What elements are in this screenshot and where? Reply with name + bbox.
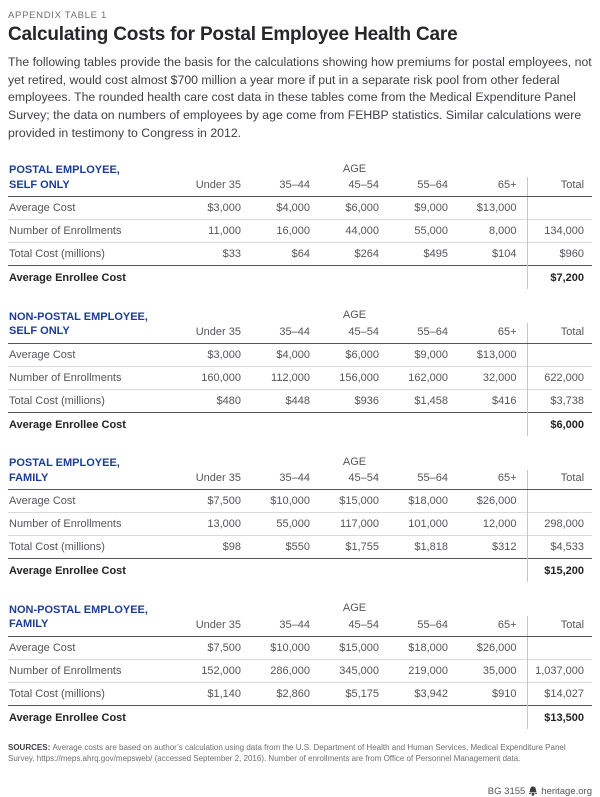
summary-row <box>8 705 592 729</box>
column-header: 35–44 <box>251 177 320 197</box>
value-cell: 16,000 <box>251 220 320 243</box>
sources-label: SOURCES: <box>8 742 53 752</box>
value-cell: $1,755 <box>320 536 389 559</box>
column-header: 35–44 <box>251 323 320 343</box>
value-cell: $495 <box>389 243 458 266</box>
value-cell: $4,000 <box>276 202 310 215</box>
sources-text: Average costs are based on author’s calculation using data from the U.S. Department of Health and Human Services, Medical Expenditure Panel Survey, https://meps.ahrq.gov/mepsweb/ (accessed September 2, 2016). Number of enrollments are from Office of Personnel Management data. <box>8 742 566 763</box>
table-title-line2: FAMILY <box>9 471 49 484</box>
summary-label: Average Enrollee Cost <box>8 412 182 436</box>
heritage-logo-icon <box>528 786 538 796</box>
age-group-label: AGE <box>342 309 367 322</box>
value-cell: 8,000 <box>458 220 527 243</box>
value-cell: $33 <box>182 243 251 266</box>
value-cell: 622,000 <box>527 366 592 389</box>
summary-total-cell: $15,200 <box>527 559 592 583</box>
value-cell: $1,140 <box>182 682 251 705</box>
value-cell: $64 <box>251 243 320 266</box>
value-cell: $416 <box>458 389 527 412</box>
summary-row <box>8 559 592 583</box>
summary-spacer <box>182 559 527 583</box>
value-cell <box>527 197 592 220</box>
value-cell: 44,000 <box>320 220 389 243</box>
value-cell: 55,000 <box>389 220 458 243</box>
summary-row <box>8 266 592 290</box>
column-header: 65+ <box>458 323 527 343</box>
table-body <box>8 490 592 559</box>
column-header: Total <box>527 177 592 197</box>
row-label: Number of Enrollments <box>8 659 182 682</box>
column-header: Under 35 <box>182 616 251 636</box>
value-cell: 101,000 <box>389 513 458 536</box>
value-cell: $15,000 <box>339 495 379 508</box>
value-cell: 298,000 <box>527 513 592 536</box>
age-spacer <box>527 601 592 616</box>
column-header: 45–54 <box>320 177 389 197</box>
age-group-row <box>8 308 592 323</box>
table-title <box>8 601 182 636</box>
table-title-line1: POSTAL EMPLOYEE, <box>9 164 120 177</box>
value-cell: $1,818 <box>389 536 458 559</box>
row-label: Total Cost (millions) <box>8 243 182 266</box>
table-title <box>8 455 182 490</box>
column-header: 45–54 <box>320 323 389 343</box>
value-cell: $4,000 <box>276 348 310 361</box>
row-label: Number of Enrollments <box>8 220 182 243</box>
value-cell: $6,000 <box>345 202 379 215</box>
table-title <box>8 162 182 197</box>
value-cell: $98 <box>182 536 251 559</box>
value-cell: $3,000 <box>207 348 241 361</box>
summary-row <box>8 412 592 436</box>
summary-spacer <box>182 705 527 729</box>
value-cell: $26,000 <box>476 495 517 508</box>
row-label: Total Cost (millions) <box>8 682 182 705</box>
column-header: 35–44 <box>251 616 320 636</box>
column-header: Total <box>527 323 592 343</box>
sources-note <box>8 742 592 764</box>
table-title-line1: NON-POSTAL EMPLOYEE, <box>9 310 148 323</box>
table-body <box>8 197 592 266</box>
report-id: BG 3155 <box>487 785 526 797</box>
cost-table <box>8 455 592 583</box>
value-cell: 55,000 <box>251 513 320 536</box>
table-row <box>8 389 592 412</box>
value-cell: 13,000 <box>182 513 251 536</box>
value-cell: $10,000 <box>270 495 310 508</box>
column-header: 55–64 <box>389 323 458 343</box>
value-cell: $936 <box>320 389 389 412</box>
column-header: Total <box>527 470 592 490</box>
table-row <box>8 636 592 659</box>
value-cell: $10,000 <box>270 641 310 654</box>
value-cell: $4,533 <box>527 536 592 559</box>
value-cell: 12,000 <box>458 513 527 536</box>
value-cell: 162,000 <box>389 366 458 389</box>
column-header: 65+ <box>458 177 527 197</box>
age-spacer <box>527 308 592 323</box>
value-cell: $3,738 <box>527 389 592 412</box>
value-cell: $18,000 <box>408 495 448 508</box>
column-header: 35–44 <box>251 470 320 490</box>
tables-container <box>8 162 592 729</box>
value-cell: $7,500 <box>207 495 241 508</box>
website: heritage.org <box>541 785 592 797</box>
table-row <box>8 659 592 682</box>
summary-label: Average Enrollee Cost <box>8 705 182 729</box>
value-cell: $2,860 <box>251 682 320 705</box>
summary-total-cell: $6,000 <box>527 412 592 436</box>
value-cell: 35,000 <box>458 659 527 682</box>
table-row <box>8 220 592 243</box>
value-cell: $7,500 <box>207 641 241 654</box>
value-cell: $312 <box>458 536 527 559</box>
value-cell: $9,000 <box>414 348 448 361</box>
table-title <box>8 308 182 343</box>
value-cell: $18,000 <box>408 641 448 654</box>
summary-label: Average Enrollee Cost <box>8 266 182 290</box>
age-spacer <box>527 162 592 177</box>
column-header: 45–54 <box>320 470 389 490</box>
value-cell: $3,942 <box>389 682 458 705</box>
table-row <box>8 490 592 513</box>
value-cell: $13,000 <box>476 202 517 215</box>
page-title: Calculating Costs for Postal Employee Health Care <box>8 24 458 45</box>
column-header: 55–64 <box>389 616 458 636</box>
summary-spacer <box>182 412 527 436</box>
age-group-row <box>8 601 592 616</box>
table-row <box>8 682 592 705</box>
value-cell: $960 <box>527 243 592 266</box>
column-header: Under 35 <box>182 177 251 197</box>
row-label: Total Cost (millions) <box>8 536 182 559</box>
age-group-label: AGE <box>342 455 367 468</box>
table-row <box>8 513 592 536</box>
value-cell: $264 <box>320 243 389 266</box>
summary-spacer <box>182 266 527 290</box>
row-label: Average Cost <box>9 495 76 508</box>
age-group-row <box>8 162 592 177</box>
value-cell: $6,000 <box>345 348 379 361</box>
column-header: 55–64 <box>389 470 458 490</box>
value-cell: 219,000 <box>389 659 458 682</box>
value-cell: 286,000 <box>251 659 320 682</box>
table-row <box>8 536 592 559</box>
row-label: Average Cost <box>9 641 76 654</box>
value-cell: $104 <box>458 243 527 266</box>
value-cell: 32,000 <box>458 366 527 389</box>
summary-total-cell: $13,500 <box>527 705 592 729</box>
row-label: Number of Enrollments <box>8 366 182 389</box>
value-cell: $550 <box>251 536 320 559</box>
row-label: Number of Enrollments <box>8 513 182 536</box>
row-label: Total Cost (millions) <box>8 389 182 412</box>
table-body <box>8 636 592 705</box>
age-group-row <box>8 455 592 470</box>
value-cell: $3,000 <box>207 202 241 215</box>
value-cell: 1,037,000 <box>527 659 592 682</box>
value-cell: $448 <box>251 389 320 412</box>
value-cell: 112,000 <box>251 366 320 389</box>
age-group-label: AGE <box>342 602 367 615</box>
value-cell: 152,000 <box>182 659 251 682</box>
value-cell <box>527 490 592 513</box>
value-cell: $480 <box>182 389 251 412</box>
value-cell: 156,000 <box>320 366 389 389</box>
table-title-line2: SELF ONLY <box>9 325 70 338</box>
table-row <box>8 343 592 366</box>
column-header: 65+ <box>458 616 527 636</box>
table-title-line1: POSTAL EMPLOYEE, <box>9 457 120 470</box>
age-group-label: AGE <box>342 162 367 175</box>
intro-paragraph: The following tables provide the basis for the calculations showing how premiums for postal employees, not yet retired, would cost almost $700 million a year more if put in a separate risk pool from other federal employees. The rounded health care cost data in these tables come from the Medical Expenditure Panel Survey; the data on numbers of employees by age come from FEHBP statistics. Similar calculations were provided in testimony to Congress in 2012. <box>8 55 592 140</box>
cost-table <box>8 162 592 290</box>
column-header: 65+ <box>458 470 527 490</box>
value-cell: 11,000 <box>182 220 251 243</box>
table-row <box>8 197 592 220</box>
column-header: 55–64 <box>389 177 458 197</box>
column-header: Under 35 <box>182 323 251 343</box>
table-body <box>8 343 592 412</box>
column-header: Total <box>527 616 592 636</box>
summary-total-cell: $7,200 <box>527 266 592 290</box>
table-title-line2: FAMILY <box>9 618 49 631</box>
value-cell: $910 <box>458 682 527 705</box>
value-cell: $14,027 <box>527 682 592 705</box>
value-cell <box>527 343 592 366</box>
table-title-line2: SELF ONLY <box>9 178 70 191</box>
value-cell: 117,000 <box>320 513 389 536</box>
value-cell: $13,000 <box>476 348 517 361</box>
row-label: Average Cost <box>9 202 76 215</box>
summary-label: Average Enrollee Cost <box>8 559 182 583</box>
value-cell: $1,458 <box>389 389 458 412</box>
age-spacer <box>527 455 592 470</box>
table-row <box>8 366 592 389</box>
cost-table <box>8 601 592 729</box>
table-row <box>8 243 592 266</box>
value-cell: 160,000 <box>182 366 251 389</box>
column-header: Under 35 <box>182 470 251 490</box>
kicker: APPENDIX TABLE 1 <box>8 10 108 21</box>
table-title-line1: NON-POSTAL EMPLOYEE, <box>9 603 148 616</box>
value-cell <box>527 636 592 659</box>
row-label: Average Cost <box>9 348 76 361</box>
cost-table <box>8 308 592 436</box>
value-cell: 345,000 <box>320 659 389 682</box>
footer-brand <box>8 786 592 797</box>
value-cell: $26,000 <box>476 641 517 654</box>
value-cell: 134,000 <box>527 220 592 243</box>
value-cell: $5,175 <box>320 682 389 705</box>
column-header: 45–54 <box>320 616 389 636</box>
value-cell: $15,000 <box>339 641 379 654</box>
value-cell: $9,000 <box>414 202 448 215</box>
